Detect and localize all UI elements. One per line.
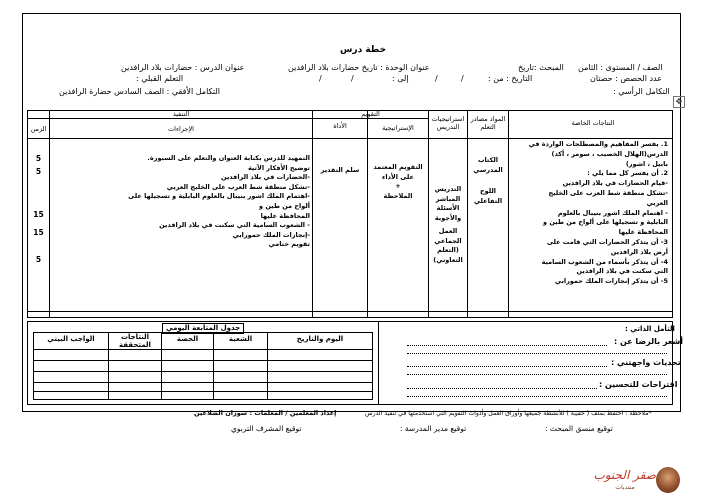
procedure-line: -الحضارات في بلاد الرافدين [221, 173, 310, 182]
header-eval-strategy: الإستراتيجية [382, 124, 414, 132]
date-slash-3: / [351, 74, 354, 83]
logo-text: صقر الجنوب [593, 468, 656, 482]
strategy-item: العمل الجماعي [434, 227, 462, 245]
reflection-challenges: تحديات واجهتني : [611, 358, 681, 367]
outcome-line: العربي [646, 198, 668, 207]
outcome-line: -تشكل منطقة شط العرب على الخليج [548, 188, 668, 197]
outcome-line: بابيل ، اشور) [625, 159, 668, 168]
outcome-line: الدرس(الهلال الخصيب ، سومر ، أكد) [551, 149, 668, 158]
outcome-line: 5- أن يتذكر إنجازات الملك حمورابي [554, 277, 668, 286]
date-slash-1: / [461, 74, 464, 83]
time-value: 15 [33, 210, 44, 219]
note-supervisor: توقيع المشرف التربوي [231, 424, 302, 433]
material-item: اللوح التفاعلي [473, 187, 503, 205]
followup-col-homework: الواجب البيتي [47, 335, 95, 343]
header-periods: عدد الحصص : حصتان [590, 74, 663, 83]
outcome-line: 1. يفسر المفاهيم والمصطلحات الواردة في [528, 140, 668, 148]
date-slash-2: / [435, 74, 438, 83]
reflection-title: التأمل الذاتي : [625, 325, 675, 333]
page-title: خطة درس [340, 45, 387, 55]
followup-col-outcomes: النتاجات المتحققة [119, 333, 151, 349]
eval-strategy-item: على الأداء [382, 172, 414, 181]
time-value: 5 [35, 154, 42, 163]
outcome-line: -قيام الحضارات في بلاد الرافدين [562, 179, 668, 188]
time-value: 15 [33, 228, 44, 237]
outcome-line: المحافظة عليها [618, 228, 668, 237]
note-principal: توقيع مدير المدرسة : [400, 424, 467, 433]
header-procedures: الإجراءات [168, 125, 194, 133]
header-topic: المبحث :تاريخ [518, 63, 564, 72]
eval-strategy-item: التقويم المعتمد [373, 163, 423, 171]
procedure-line: -تشكل منطقة شط العرب على الخليج العربي [166, 182, 310, 191]
procedure-line: - الشعوب السامية التي سكنت في بلاد الرافدين [159, 221, 310, 230]
followup-title: جدول المتابعة اليومي [162, 323, 244, 334]
material-item: الكتاب المدرسي [473, 156, 503, 174]
reflection-satisfied: أشعر بالرضا عن : [614, 337, 684, 346]
header-time: الزمن [30, 125, 47, 133]
time-value: 5 [35, 167, 42, 176]
procedure-line: -إنجازات الملك حمورابي [232, 230, 310, 239]
table-move-handle-icon[interactable]: ✥ [673, 96, 685, 108]
outcome-line: البابلية و تسجيلها على ألواح من طين و [543, 218, 668, 227]
procedure-line: تقويم ختامي [268, 240, 310, 249]
header-unit: عنوان الوحدة : تاريخ حضارات بلاد الرافدين [288, 63, 430, 72]
forum-logo [594, 466, 686, 494]
header-outcomes: النتاجات الخاصة [571, 119, 615, 127]
procedure-line: -اهتمام الملك اشور بنيبال بالعلوم البابلية و تسجيلها على ألواح من طين و [128, 192, 310, 210]
header-prior-learning: التعلم القبلي : [136, 74, 184, 83]
header-strategies: استراتيجيات التدريس [431, 115, 465, 131]
time-value: 5 [35, 255, 42, 264]
strategy-item: الأسئلة والأجوبة [434, 204, 462, 222]
date-slash-4: / [319, 74, 322, 83]
eval-strategy-item: الملاحظة [383, 191, 413, 200]
header-level: الصف / المستوى : الثامن [578, 63, 663, 72]
logo-subtext: منتديات [615, 484, 635, 491]
followup-col-section: الشعبة [228, 335, 253, 343]
procedure-line: التمهيد للدرس بكتابة العنوان والتعلم على السبورة. [147, 154, 310, 162]
outcomes-list [518, 140, 668, 287]
eval-strategy-cell [368, 163, 428, 201]
note-remark: *ملاحظة : احتفظ بملف ( حقيبة ) للأنشطة جميعها وأوراق العمل وأدوات التقويم التي استخدمتها في تنفيذ الدرس [365, 410, 652, 417]
note-coordinator: توقيع منسق المبحث : [545, 424, 613, 433]
reflection-improvements: اقتراحات للتحسين : [599, 380, 678, 389]
strategies-cell [430, 185, 466, 265]
strategy-item: التدريس المباشر [434, 185, 462, 203]
header-lesson: عنوان الدرس : حضارات بلاد الرافدين [121, 63, 245, 72]
eval-tool-cell: سلم التقدير [320, 166, 360, 174]
header-date-from: التاريخ : من : [488, 74, 533, 83]
materials-cell [469, 156, 507, 206]
header-evaluation: التقويم [361, 110, 380, 118]
header-execution: التنفيذ [172, 110, 190, 118]
header-horizontal: التكامل الأفقي : الصف السادس حضارة الرافدين [59, 87, 221, 96]
followup-col-period: الحصة [176, 335, 199, 343]
outcome-line: - اهتمام الملك اشور بنيبال بالعلوم [557, 208, 668, 217]
outcome-line: 2. أن يفسر كل مما يلي : [587, 169, 668, 178]
outcome-line: أرض بلاد الرافدين [610, 247, 668, 256]
procedures-list [55, 154, 310, 250]
followup-col-date: اليوم والتاريخ [296, 335, 344, 343]
eval-strategy-item: + [395, 182, 401, 190]
procedure-line: المحافظة عليها [260, 211, 310, 220]
followup-table [33, 332, 373, 400]
lesson-plan-table [27, 110, 673, 318]
note-prepared: إعداد المعلمين / المعلمات : سوزان الضلاعين [194, 409, 337, 417]
outcome-line: التي سكنت في بلاد الرافدين [576, 267, 668, 276]
strategy-item: (التعلم التعاوني) [433, 246, 463, 264]
header-materials: المواد مصادر التعلم [470, 115, 506, 131]
header-eval-tool: الأداة [333, 122, 347, 130]
outcome-line: 3- أن يتذكر الحضارات التي قامت على [546, 237, 668, 246]
outcome-line: 4- أن يتذكر بأسماء من الشعوب السامية [541, 257, 668, 266]
header-date-to: إلى : [392, 74, 409, 83]
procedure-line: توضيح الأفكار الآتية [247, 163, 310, 172]
logo-avatar-icon [656, 467, 680, 493]
header-vertical: التكامل الرأسي : [613, 87, 670, 96]
